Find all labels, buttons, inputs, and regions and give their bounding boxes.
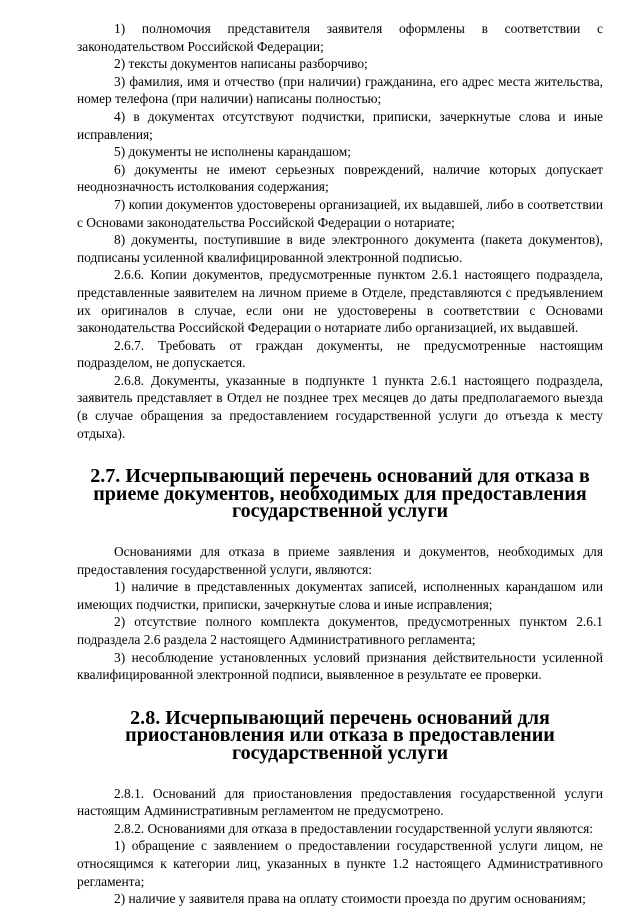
paragraph-condition-6: 6) документы не имеют серьезных повреждений, наличие которых допускает неоднозначность истолкования содержания; <box>77 161 603 195</box>
paragraph-2-8-item-1: 1) обращение с заявлением о предоставлении государственной услуги лицом, не относящимся к категории лиц, указанных в пункте 1.2 настоящего Административного регламента; <box>77 838 603 889</box>
section-2-8-body <box>77 785 603 908</box>
paragraph-2-6-7: 2.6.7. Требовать от граждан документы, не предусмотренные настоящим подразделом, не допускается. <box>77 337 603 371</box>
block-2-6-conditions <box>77 20 603 442</box>
paragraph-condition-5: 5) документы не исполнены карандашом; <box>114 144 351 160</box>
paragraph-condition-2: 2) тексты документов написаны разборчиво; <box>114 56 368 72</box>
paragraph-condition-4: 4) в документах отсутствуют подчистки, приписки, зачеркнутые слова и иные исправления; <box>77 108 603 142</box>
spacer <box>77 521 603 543</box>
paragraph-2-7-item-2: 2) отсутствие полного комплекта документов, предусмотренных пунктом 2.6.1 подраздела 2.6 раздела 2 настоящего Административного регламента; <box>77 614 603 647</box>
paragraph-2-8-item-2: 2) наличие у заявителя права на оплату стоимости проезда по другим основаниям; <box>114 891 586 907</box>
paragraph-2-7-item-1: 1) наличие в представленных документах записей, исполненных карандашом или имеющих подчистки, приписки, зачеркнутые слова и иные исправления; <box>77 579 603 612</box>
section-2-8-heading: 2.8. Исчерпывающий перечень оснований для приостановления или отказа в предоставлении государственной услуги <box>125 706 555 764</box>
paragraph-2-7-item-3: 3) несоблюдение установленных условий признания действительности усиленной квалифицированной электронной подписи, выявленное в результате ее проверки. <box>77 649 603 683</box>
section-2-7-body <box>77 543 603 684</box>
section-2-7-heading: 2.7. Исчерпывающий перечень оснований для отказа в приеме документов, необходимых для предоставления государственной услуги <box>90 465 590 523</box>
paragraph-2-8-2: 2.8.2. Основаниями для отказа в предоставлении государственной услуги являются: <box>114 820 593 836</box>
paragraph-condition-3: 3) фамилия, имя и отчество (при наличии) гражданина, его адрес места жительства, номер телефона (при наличии) написаны полностью; <box>77 73 603 107</box>
document-page <box>77 20 603 908</box>
spacer <box>77 684 603 710</box>
paragraph-condition-7: 7) копии документов удостоверены организацией, их выдавшей, либо в соответствии с Основами законодательства Российской Федерации о нотариате; <box>77 196 603 230</box>
paragraph-2-7-intro: Основаниями для отказа в приеме заявления и документов, необходимых для предоставления государственной услуги, являются: <box>77 544 603 577</box>
paragraph-condition-8: 8) документы, поступившие в виде электронного документа (пакета документов), подписаны усиленной квалифицированной электронной подписью. <box>77 232 603 265</box>
paragraph-2-6-8: 2.6.8. Документы, указанные в подпункте 1 пункта 2.6.1 настоящего подраздела, заявитель представляет в Отдел не позднее трех месяцев до даты предполагаемого выезда (в случае обращения за предоставлением государственной услуги до отъезда к месту отдыха). <box>77 372 603 441</box>
paragraph-2-8-1: 2.8.1. Оснований для приостановления предоставления государственной услуги настоящим Административным регламентом не предусмотрено. <box>77 785 603 819</box>
paragraph-condition-1: 1) полномочия представителя заявителя оформлены в соответствии с законодательством Российской Федерации; <box>77 21 603 54</box>
paragraph-2-6-6: 2.6.6. Копии документов, предусмотренные пунктом 2.6.1 настоящего подраздела, представленные заявителем на личном приеме в Отделе, представляются с предъявлением их оригиналов в случае, если они не удостоверены в соответствии с Основами законодательства Российской Федерации о нотариате либо организацией, их выдавшей. <box>77 267 603 336</box>
spacer <box>77 763 603 785</box>
